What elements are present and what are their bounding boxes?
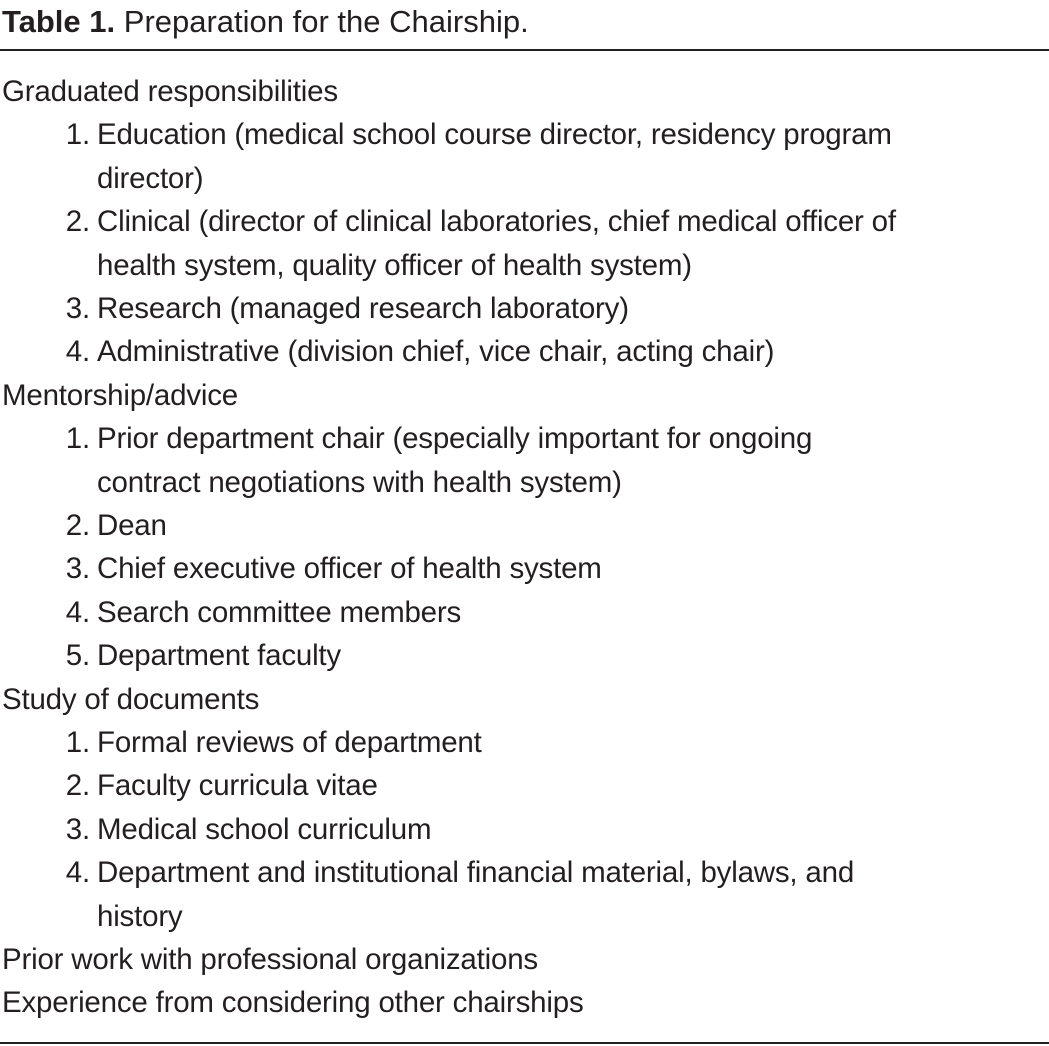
table-title: Preparation for the Chairship. [123,4,529,39]
list-item-text: Formal reviews of department [97,726,482,759]
list-item-text: Education (medical school course director, residency program [97,118,892,152]
list-item-text: Department faculty [97,639,341,673]
table-caption [2,4,529,40]
bottom-rule [0,1042,1049,1044]
list-item-number: 4. [65,335,90,369]
list-item-number: 1. [65,726,90,759]
list-item-text: Research (managed research laboratory) [97,292,629,325]
list-item-number: 4. [65,856,90,890]
section-heading: Experience from considering other chairships [2,986,584,1020]
list-item-number: 4. [65,595,90,629]
section-heading: Graduated responsibilities [2,75,338,108]
table-label: Table 1. [2,4,116,39]
section-heading: Prior work with professional organizations [2,943,538,976]
list-item-text: Chief executive officer of health system [97,552,602,586]
list-item-number: 2. [65,509,90,542]
list-item-number: 1. [65,422,90,456]
list-item-number: 3. [65,812,90,846]
list-item-text: Prior department chair (especially important for ongoing [97,422,813,456]
list-item-text: Clinical (director of clinical laboratories, chief medical officer of [97,205,896,239]
list-item-text: history [97,899,183,933]
section-heading: Mentorship/advice [2,378,238,412]
list-item-text: health system, quality officer of health system) [97,248,692,282]
list-item-number: 1. [65,118,90,152]
list-item-text: Faculty curricula vitae [97,769,378,803]
list-item-text: Search committee members [97,595,462,629]
list-item-number: 2. [65,769,90,803]
section-heading: Study of documents [2,682,260,716]
list-item-text: Administrative (division chief, vice chair, acting chair) [97,335,775,369]
list-item-text: Department and institutional financial material, bylaws, and [97,856,855,890]
list-item-number: 2. [65,205,90,239]
list-item-number: 5. [65,639,90,673]
list-item-number: 3. [65,292,90,325]
list-item-text: director) [97,161,204,195]
list-item-number: 3. [65,552,90,586]
top-rule [0,49,1049,51]
list-item-text: Dean [97,509,167,542]
list-item-text: Medical school curriculum [97,812,432,846]
list-item-text: contract negotiations with health system) [97,465,622,499]
